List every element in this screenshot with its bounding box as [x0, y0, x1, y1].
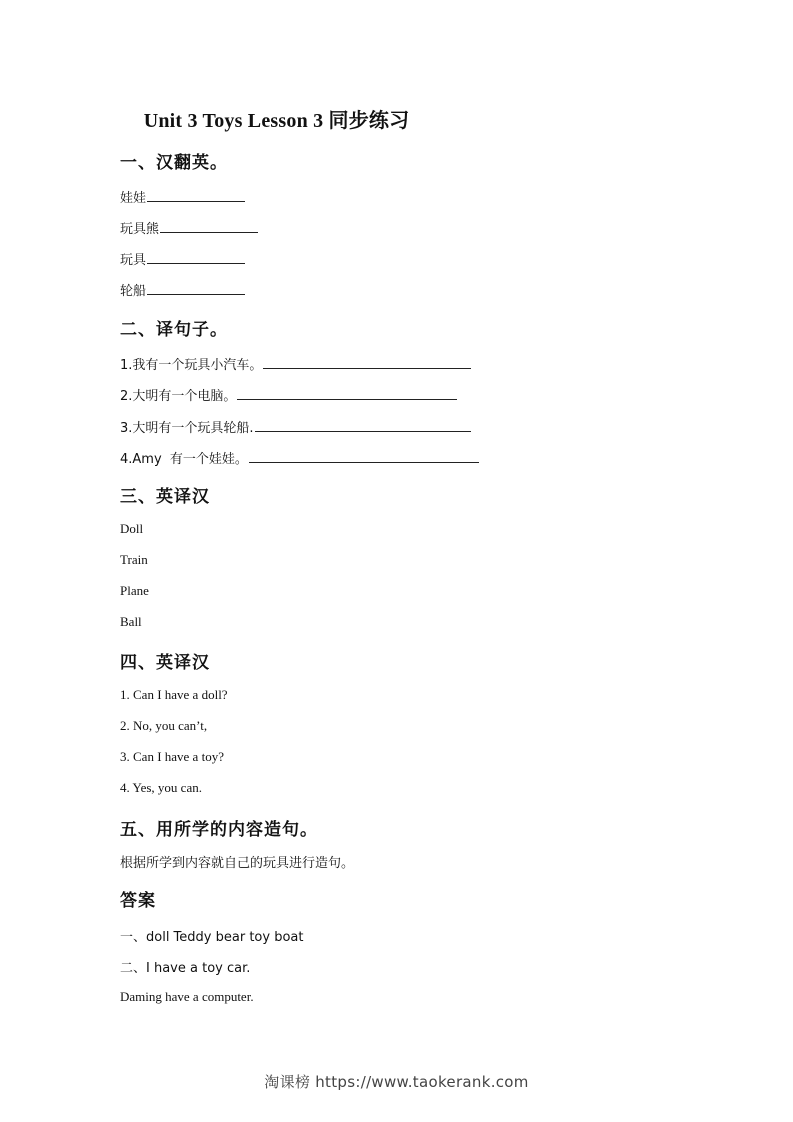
answer-blank[interactable] [160, 220, 258, 233]
sentence-label: 4.Amy 有一个娃娃。 [120, 452, 248, 467]
answer-line: Daming have a computer. [120, 989, 254, 1004]
sentence-label: 3.大明有一个玩具轮船. [120, 421, 254, 436]
answer-blank[interactable] [263, 356, 471, 369]
answer-blank[interactable] [249, 450, 479, 463]
word-item: Train [120, 552, 148, 567]
answer-blank[interactable] [147, 189, 245, 202]
sentence-label: 2.大明有一个电脑。 [120, 389, 237, 404]
vocab-label: 玩具熊 [120, 222, 160, 237]
section5-heading: 五、用所学的内容造句。 [120, 820, 318, 840]
answers-heading: 答案 [120, 891, 156, 911]
word-item: Ball [120, 614, 142, 629]
sentence-item [120, 354, 471, 373]
answer-blank[interactable] [255, 419, 471, 432]
sentence-label: 1.我有一个玩具小汽车。 [120, 358, 263, 373]
answer-blank[interactable] [237, 387, 457, 400]
section5-instruction: 根据所学到内容就自己的玩具进行造句。 [120, 856, 355, 871]
answer-line: 二、I have a toy car. [120, 961, 251, 976]
footer-watermark: 淘课榜 https://www.taokerank.com [264, 1073, 529, 1091]
vocab-label: 轮船 [120, 284, 147, 299]
vocab-item [120, 280, 245, 299]
word-item: Doll [120, 521, 144, 536]
sentence-item [120, 385, 457, 404]
question-item: 4. Yes, you can. [120, 780, 202, 795]
question-item: 2. No, you can’t, [120, 718, 208, 733]
word-item: Plane [120, 583, 149, 598]
answer-blank[interactable] [147, 282, 245, 295]
section1-heading: 一、汉翻英。 [120, 153, 228, 173]
vocab-label: 娃娃 [120, 191, 147, 206]
sentence-item [120, 417, 471, 436]
question-item: 1. Can I have a doll? [120, 687, 228, 702]
vocab-item [120, 187, 245, 206]
section4-heading: 四、英译汉 [120, 653, 210, 673]
vocab-item [120, 249, 245, 268]
answer-line: 一、doll Teddy bear toy boat [120, 930, 304, 945]
answer-blank[interactable] [147, 251, 245, 264]
section2-heading: 二、译句子。 [120, 320, 228, 340]
section3-heading: 三、英译汉 [120, 487, 210, 507]
page-title: Unit 3 Toys Lesson 3 同步练习 [143, 110, 410, 132]
question-item: 3. Can I have a toy? [120, 749, 224, 764]
vocab-label: 玩具 [120, 253, 147, 268]
sentence-item [120, 448, 479, 467]
vocab-item [120, 218, 258, 237]
